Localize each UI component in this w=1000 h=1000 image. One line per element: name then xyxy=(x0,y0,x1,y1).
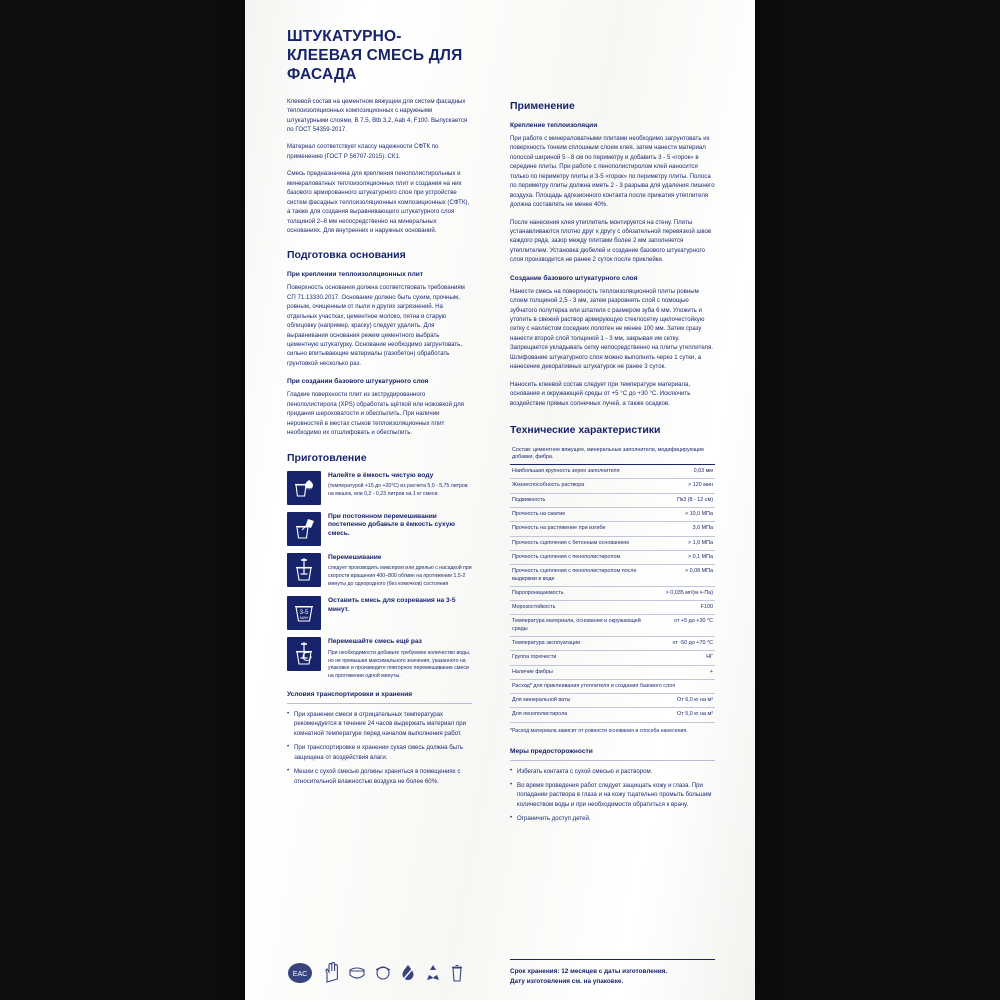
table-row xyxy=(510,601,715,615)
spec-label: Для пенополистирола xyxy=(510,708,658,722)
section-heading-application: Применение xyxy=(510,100,575,112)
eac-mark-icon xyxy=(287,962,317,984)
no-water-icon xyxy=(399,962,417,984)
spec-value: 3,0 МПа xyxy=(658,522,715,536)
table-row xyxy=(510,694,715,708)
remix-icon xyxy=(287,637,321,671)
spec-value: От 5,0 кг на м² xyxy=(658,708,715,722)
page-title: ШТУКАТУРНО-КЛЕЕВАЯ СМЕСЬ ДЛЯ ФАСАДА xyxy=(287,28,463,83)
spec-label: Прочность сцепления с пенополистиролом после выдержки в воде xyxy=(510,565,658,587)
specs-table xyxy=(510,444,715,723)
subheading-insulation-fixing: Крепление теплоизоляции xyxy=(510,122,598,129)
shelf-life-line-2: Дату изготовления см. на упаковке. xyxy=(510,977,624,985)
step-item xyxy=(287,553,472,589)
spec-label: Жизнеспособность раствора xyxy=(510,479,658,493)
spec-value: > 120 мин xyxy=(658,479,715,493)
list-item: • Во время проведения работ следует защищать кожу и глаза. При попадании раствора в глаза и на кожу тщательно промыть большим количеством воды и при необходимости обратиться к врачу. xyxy=(510,781,715,809)
table-row xyxy=(510,536,715,550)
left-column xyxy=(287,0,472,791)
bucket-water-icon xyxy=(287,471,321,505)
product-label-page xyxy=(245,0,755,1000)
composition-cell: Состав: цементное вяжущее, минеральные заполнители, модифицирующие добавки, фибра. xyxy=(510,444,715,465)
subheading-storage: Условия транспортировки и хранения xyxy=(287,690,413,698)
spec-label: Морозостойкость xyxy=(510,601,658,615)
spec-label: Прочность сцепления с бетонным основанием xyxy=(510,536,658,550)
subheading-base-layer: При создании базового штукатурного слоя xyxy=(287,378,429,386)
spec-value: от +5 до +30 °С xyxy=(658,615,715,637)
table-row xyxy=(510,465,715,479)
list-item: • Избегать контакта с сухой смесью и раствором. xyxy=(510,767,715,776)
step-item xyxy=(287,637,472,681)
preparation-paragraph-1: Поверхность основания должна соответствовать требованиям СП 71.13330.2017. Основание должно быть сухим, прочным, ровным, очищенным от пыли и других загрязнений. На отдельных участках, цементное молоко, пятна и старую облицовку (например, краску) следует удалить. Для выравнивания основания режем цементного выбрать цементную штукатурку. Основание необходимо загрунтовать, сильно впитывающие материалы (газобетон) обработать грунтовкой несколько раз. xyxy=(287,284,465,367)
spec-value: НГ xyxy=(658,651,715,665)
table-row xyxy=(510,636,715,650)
svg-text:EAC: EAC xyxy=(292,971,308,978)
step-item xyxy=(287,596,472,630)
divider xyxy=(510,760,715,761)
table-row xyxy=(510,651,715,665)
spec-value: Пк3 (8 - 12 см) xyxy=(658,493,715,507)
mixer-icon xyxy=(287,553,321,587)
step-desc: следует производить миксером или дрелью с насадкой при скорости вращения 400–800 об/мин на протяжении 1,5-2 минуты до однородного (без комочков) состояния xyxy=(328,565,472,588)
section-heading-specs: Технические характеристики xyxy=(510,423,661,436)
step-title: Перемешайте смесь ещё раз xyxy=(328,637,422,645)
application-paragraph-4: Наносить клеевой состав следует при температуре материала, основания и окружающей среды от +5 °С до +30 °С. Исключить воздействие прямых солнечных лучей, а также осадков. xyxy=(510,380,691,407)
table-row xyxy=(510,679,715,693)
recycle-icon xyxy=(423,962,443,984)
svg-text:МИН: МИН xyxy=(299,615,309,620)
footer-divider xyxy=(510,959,715,960)
spec-label: Наличие фибры xyxy=(510,665,658,679)
table-row xyxy=(510,479,715,493)
table-row xyxy=(510,444,715,465)
spec-value: от -50 до +70 °С xyxy=(658,636,715,650)
spec-label: Прочность сцепления с пенополистиролом xyxy=(510,550,658,564)
list-item: • Мешки с сухой смесью должны храниться в помещениях с относительной влажностью воздуха не более 60%. xyxy=(287,767,472,786)
precautions-list xyxy=(510,767,715,824)
table-row xyxy=(510,493,715,507)
preparation-steps xyxy=(287,471,472,681)
section-heading-preparing: Приготовление xyxy=(287,451,367,464)
table-row xyxy=(510,550,715,564)
spec-label: Паропроницаемость xyxy=(510,586,658,600)
spec-label: Для минеральной ваты xyxy=(510,694,658,708)
goggles-icon xyxy=(373,962,393,984)
step-item xyxy=(287,512,472,546)
divider xyxy=(287,703,472,704)
respirator-icon xyxy=(347,962,367,984)
step-desc: При необходимости добавьте требуемое количество воды, но не превышая максимального значения, указанного на упаковке и произведите повторное перемешивание смеси на протяжении одной минуты. xyxy=(328,649,471,680)
trash-bin-icon xyxy=(449,962,465,984)
spec-label: Наибольшая крупность зерен заполнителя xyxy=(510,465,658,479)
application-paragraph-2: После нанесения клея утеплитель монтируется на стену. Плиты устанавливаются плотно друг к другу с обязательной перевязкой швов каждого ряда, зазор между плитами более 2 мм заполняется утеплителем. Установка дюбелей и создание базового штукатурного слоя производится не ранее 2 суток после приклейки. xyxy=(510,218,712,264)
spec-value: > 0,08 МПа xyxy=(658,565,715,587)
application-paragraph-3: Нанести смесь на поверхность теплоизоляционной плиты ровным слоем толщиной 2,5 - 3 мм, затем разровнять слой с помощью зубчатого полутерка или шпателя с размером зуба 6 мм. Уложить и утопить в свежий раствор армирующую стеклосетку щелочестойкую сетку с нахлестом соседних полотен не менее 100 мм. Затем сразу нанести второй слой толщиной 1 - 3 мм, закрывая им сетку. Запрещается укладывать сетку непосредственно на плиты утеплителя. Шлифование штукатурного слоя можно выполнить через 1 сутки, а нанесение декоративных штукатурок не ранее 3 суток. xyxy=(510,287,714,371)
intro-paragraph-1: Клеевой состав на цементном вяжущем для систем фасадных теплоизоляционных композиционных с наружными штукатурными слоями, В 7,5, Btb 3,2, Aab 4, F100. Выпускается по ГОСТ 54359-2017. xyxy=(287,97,468,134)
spec-value: + xyxy=(658,665,715,679)
pour-mix-icon xyxy=(287,512,321,546)
spec-value: 0,63 мм xyxy=(658,465,715,479)
specs-footnote: *Расход материала зависит от ровности основания и способа нанесения. xyxy=(510,727,688,734)
table-row xyxy=(510,615,715,637)
list-item: • При хранении смеси в отрицательных температурах рекомендуется в течение 24 часов выдержать материал при комнатной температуре перед началом выполнения работ. xyxy=(287,710,472,738)
spec-value: > 0,1 МПа xyxy=(658,550,715,564)
shelf-life-line-1: Срок хранения: 12 месяцев с даты изготовления. xyxy=(510,968,668,976)
subheading-insulation-mounting: При креплении теплоизоляционных плит xyxy=(287,271,424,279)
table-row xyxy=(510,522,715,536)
table-row xyxy=(510,665,715,679)
spec-label: Подвижность xyxy=(510,493,658,507)
spec-value: F100 xyxy=(658,601,715,615)
safety-icon-strip xyxy=(287,960,477,986)
spec-value: > 1,0 МПа xyxy=(658,536,715,550)
preparation-paragraph-2: Гладкие поверхности плит из экструдированного пенополистирола (XPS) обработать щёткой или ножовкой для придания шероховатости и обеспылить. При наличии неровностей в местах стыков теплоизоляционных плит необходимо их отшлифовать и обеспылить. xyxy=(287,391,464,437)
svg-text:3-5: 3-5 xyxy=(299,609,309,616)
spec-label: Температура материала, основания и окружающей среды xyxy=(510,615,658,637)
table-row xyxy=(510,586,715,600)
consumption-header: Расход* для приклеивания утеплителя и создания базового слоя xyxy=(510,679,715,693)
step-title: Перемешивание xyxy=(328,553,382,561)
subheading-precautions: Меры предосторожности xyxy=(510,747,593,755)
right-column xyxy=(510,0,715,829)
table-row xyxy=(510,565,715,587)
spec-value: > 0,035 мг/(м·ч·Па) xyxy=(658,586,715,600)
intro-paragraph-2: Материал соответствует классу надежности СФТК по применению (ГОСТ Р 56707-2015): СК1. xyxy=(287,143,439,160)
shelf-life-block xyxy=(510,967,725,986)
spec-label: Группа горючести xyxy=(510,651,658,665)
step-title: Налейте в ёмкость чистую воду xyxy=(328,471,434,479)
list-item: • Ограничить доступ детей. xyxy=(510,814,715,823)
spec-label: Прочность на растяжение при изгибе xyxy=(510,522,658,536)
storage-list xyxy=(287,710,472,786)
subheading-base-plaster-layer: Создание базового штукатурного слоя xyxy=(510,274,638,282)
table-row xyxy=(510,708,715,722)
spec-label: Температура эксплуатации xyxy=(510,636,658,650)
gloves-icon xyxy=(323,962,341,984)
spec-value: > 10,0 МПа xyxy=(658,508,715,522)
step-desc: (температурой +15 до +20°C) из расчета 5,0 - 5,75 литров на мешок, или 0,2 - 0,23 литров на 1 кг смеси. xyxy=(328,483,468,498)
step-title: При постоянном перемешивании постепенно добавьте в ёмкость сухую смесь. xyxy=(328,512,455,538)
section-heading-preparation: Подготовка основания xyxy=(287,249,406,262)
spec-label: Прочность на сжатие xyxy=(510,508,658,522)
application-paragraph-1: При работе с минераловатными плитами необходимо загрунтовать их поверхность тонким сплошным слоем клея, затем нанести материал полосой шириной 5 - 8 см по периметру и добавить 3 - 5 «горок» в середине плиты. При работе с пенополистиролом клей наносится только по периметру плиты и 3-5 «горок» по периметру плиты. Полоса по периметру плиты должна иметь 2 - 3 разрыва для удаления лишнего воздуха. Площадь адгезионного контакта после прижатия утеплителя должна составлять не менее 40%. xyxy=(510,135,715,209)
step-item xyxy=(287,471,472,505)
timer-icon xyxy=(287,596,321,630)
intro-paragraph-3: Смесь предназначена для крепления пенополистирольных и минераловатных теплоизоляционных плит и создания на них базового армированного штукатурного слоя при устройстве систем фасадных теплоизоляционных композиционных (СФТК), а также для создания выравнивающего штукатурного слоя толщиной 2–8 мм непосредственно на минеральных основаниях. Для внутренних и наружных оснований. xyxy=(287,170,470,234)
spec-value: От 6,0 кг на м² xyxy=(658,694,715,708)
table-row xyxy=(510,508,715,522)
list-item: • При транспортировке и хранении сухая смесь должна быть защищена от воздействия влаги. xyxy=(287,743,472,762)
step-title: Оставить смесь для созревания на 3-5 минут. xyxy=(328,596,456,613)
